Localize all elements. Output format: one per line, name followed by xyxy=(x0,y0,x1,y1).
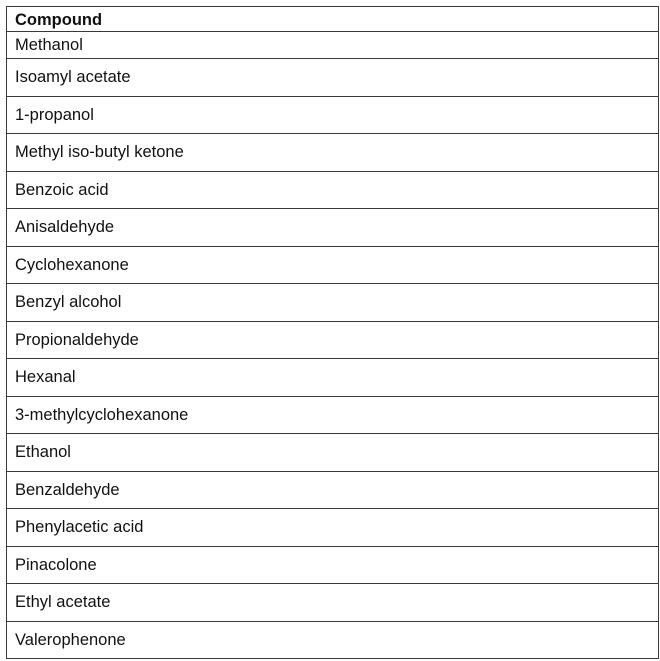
table-cell: Benzyl alcohol xyxy=(7,284,659,322)
table-cell: Phenylacetic acid xyxy=(7,509,659,547)
table-cell: Cyclohexanone xyxy=(7,246,659,284)
table-row xyxy=(7,284,659,322)
table-cell: 1-propanol xyxy=(7,96,659,134)
table-cell: Isoamyl acetate xyxy=(7,59,659,97)
table-row xyxy=(7,59,659,97)
table-cell: Methyl iso-butyl ketone xyxy=(7,134,659,172)
table-row xyxy=(7,32,659,59)
table-cell: Propionaldehyde xyxy=(7,321,659,359)
table-row xyxy=(7,396,659,434)
table-row xyxy=(7,434,659,472)
table-row xyxy=(7,359,659,397)
table-cell: Pinacolone xyxy=(7,546,659,584)
table-cell: Ethyl acetate xyxy=(7,584,659,622)
table-row xyxy=(7,546,659,584)
table-row xyxy=(7,584,659,622)
table-row xyxy=(7,209,659,247)
table-cell: 3-methylcyclohexanone xyxy=(7,396,659,434)
compound-table xyxy=(6,6,659,659)
table-row xyxy=(7,471,659,509)
table-row xyxy=(7,96,659,134)
table-header-row xyxy=(7,7,659,32)
table-row xyxy=(7,134,659,172)
table-row xyxy=(7,246,659,284)
table-cell: Methanol xyxy=(7,32,659,59)
table-cell: Hexanal xyxy=(7,359,659,397)
column-header-compound: Compound xyxy=(7,7,659,32)
table-row xyxy=(7,321,659,359)
table-row xyxy=(7,509,659,547)
table-cell: Valerophenone xyxy=(7,621,659,659)
table-row xyxy=(7,621,659,659)
table-cell: Benzaldehyde xyxy=(7,471,659,509)
table-cell: Ethanol xyxy=(7,434,659,472)
table-row xyxy=(7,171,659,209)
table-cell: Anisaldehyde xyxy=(7,209,659,247)
compound-table-container xyxy=(6,6,659,659)
table-cell: Benzoic acid xyxy=(7,171,659,209)
